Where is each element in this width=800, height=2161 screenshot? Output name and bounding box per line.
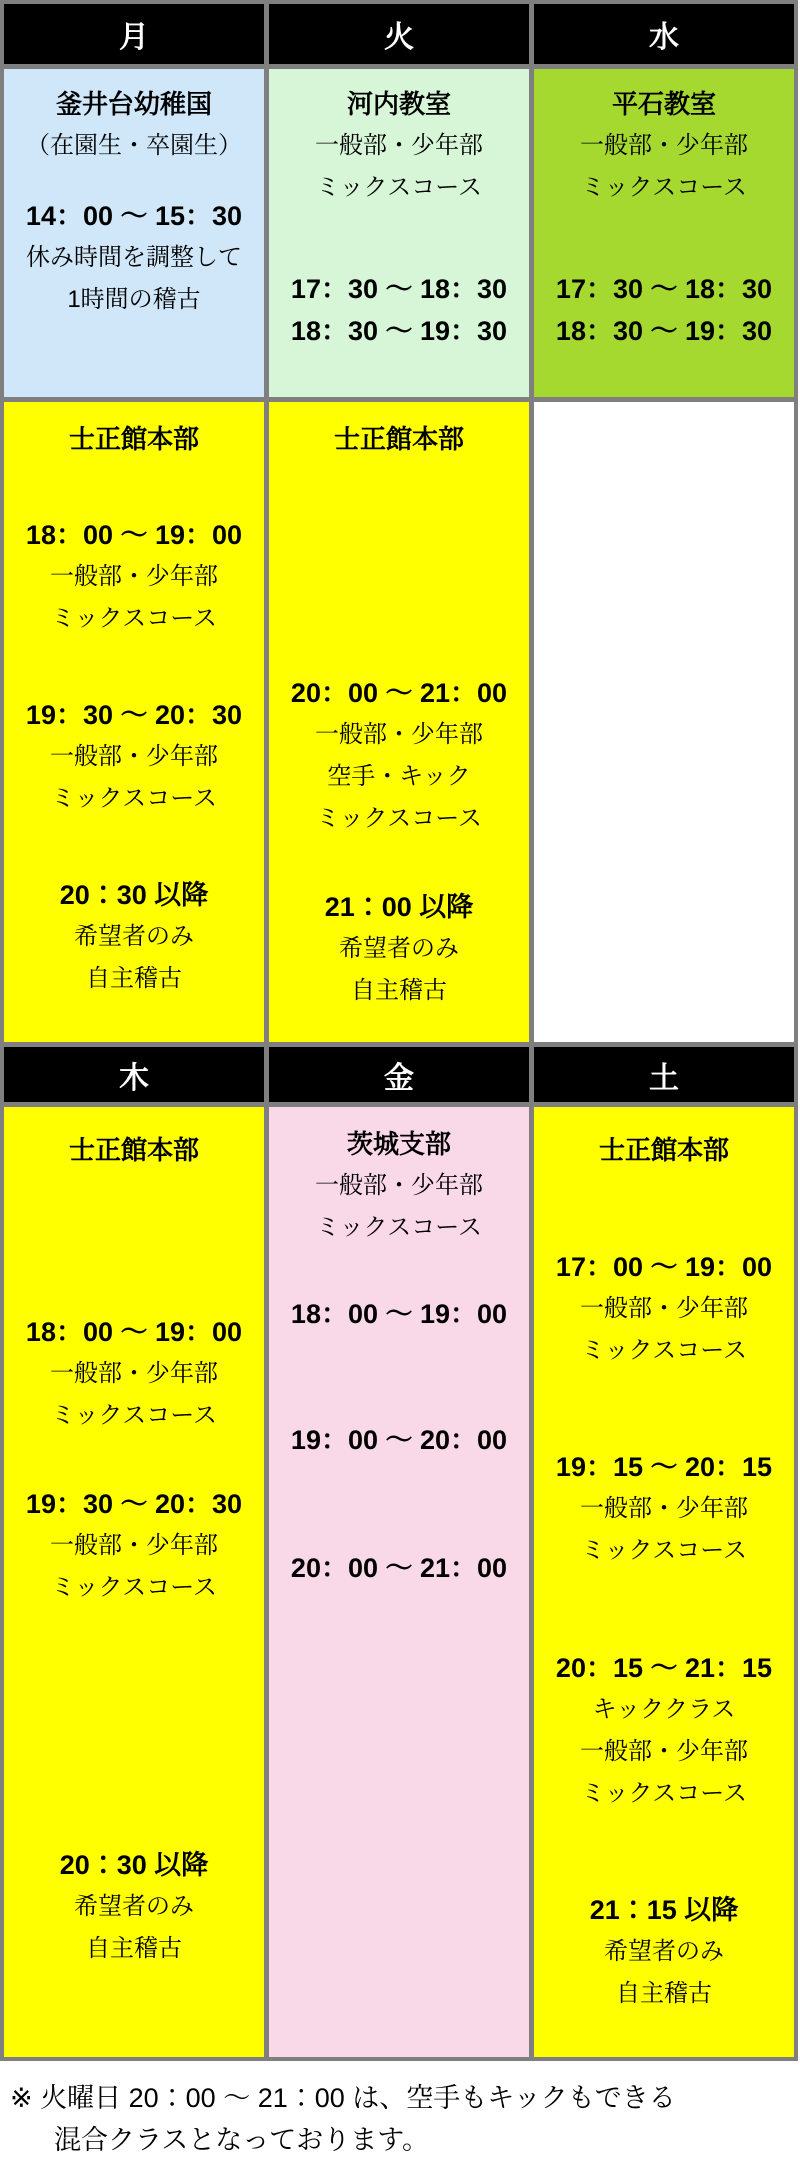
schedule-line-time: 19：15 ～ 20：15 xyxy=(555,1452,773,1482)
schedule-line-title: 士正館本部 xyxy=(68,1135,199,1165)
schedule-block xyxy=(60,1844,209,1970)
schedule-block xyxy=(291,672,507,840)
cell-monday-kindergarten xyxy=(4,69,264,397)
schedule-line-time: 18：00 ～ 19：00 xyxy=(290,1299,508,1329)
schedule-block xyxy=(556,268,772,352)
schedule-line-text: ミックスコース xyxy=(580,174,748,201)
schedule-line-time: 18：30 ～ 19：30 xyxy=(555,316,773,346)
footnote-line-1: ※ 火曜日 20：00 ～ 21：00 は、空手もキックもできる xyxy=(10,2083,676,2113)
day-header-tuesday: 火 xyxy=(269,4,529,64)
cell-monday-honbu-dojo xyxy=(4,402,264,1042)
cell-friday-ibaraki-branch xyxy=(269,1107,529,2057)
schedule-line-text: 一般部・少年部 xyxy=(579,1294,748,1322)
schedule-line-title: 平石教室 xyxy=(611,89,716,119)
footnote xyxy=(0,2061,800,2161)
schedule-line-time: 20：30 以降 xyxy=(59,1850,209,1880)
schedule-line-text: 希望者のみ xyxy=(338,935,459,962)
schedule-line-text: 空手・キック xyxy=(327,763,471,790)
schedule-line-text: 自主稽古 xyxy=(85,965,182,992)
cell-tuesday-kawachi-class xyxy=(269,69,529,397)
schedule-line-text: 1時間の稽古 xyxy=(67,286,201,313)
schedule-line-text: ミックスコース xyxy=(50,605,218,632)
schedule-block xyxy=(291,1547,507,1589)
schedule-line-text: 一般部・少年部 xyxy=(314,721,483,748)
schedule-block xyxy=(291,1419,507,1461)
schedule-block xyxy=(26,694,242,820)
schedule-line-time: 20：00 ～ 21：00 xyxy=(290,678,508,708)
schedule-line-text: 自主稽古 xyxy=(350,977,447,1004)
schedule-line-time: 17：30 ～ 18：30 xyxy=(555,274,773,304)
schedule-line-time: 21：15 以降 xyxy=(589,1895,739,1925)
cell-tuesday-honbu-dojo xyxy=(269,402,529,1042)
schedule-line-text: 一般部・少年部 xyxy=(49,1360,218,1387)
schedule-line-text: ミックスコース xyxy=(580,1336,748,1364)
schedule-block xyxy=(325,886,474,1012)
schedule-block xyxy=(315,1123,483,1249)
footnote-line-2: 混合クラスとなっております。 xyxy=(54,2125,430,2155)
schedule-line-text: （在園生・卒園生） xyxy=(26,132,242,159)
cell-wednesday-empty xyxy=(534,402,794,1042)
schedule-line-text: 希望者のみ xyxy=(603,1938,724,1965)
schedule-line-text: ミックスコース xyxy=(580,1537,748,1564)
schedule-line-text: 一般部・少年部 xyxy=(579,1495,748,1522)
schedule-line-text: ミックスコース xyxy=(50,785,218,812)
schedule-line-text: 一般部・少年部 xyxy=(315,132,483,159)
schedule-line-text: 一般部・少年部 xyxy=(580,132,748,159)
day-header-wednesday: 水 xyxy=(534,4,794,64)
schedule-line-text: ミックスコース xyxy=(315,805,483,832)
schedule-line-text: 一般部・少年部 xyxy=(49,1532,218,1559)
schedule-line-time: 18：00 ～ 19：00 xyxy=(25,1317,243,1347)
schedule-block xyxy=(580,83,748,209)
schedule-block xyxy=(26,514,242,640)
schedule-block xyxy=(26,195,242,321)
schedule-line-title: 士正館本部 xyxy=(333,424,464,454)
schedule-line-time: 20：15 ～ 21：15 xyxy=(555,1652,773,1683)
schedule-line-text: 自主稽古 xyxy=(615,1980,712,2007)
schedule-line-text: 希望者のみ xyxy=(73,923,194,950)
cell-wednesday-hiraishi-class xyxy=(534,69,794,397)
schedule-block xyxy=(26,1483,242,1609)
schedule-line-title: 釜井台幼稚国 xyxy=(55,89,212,119)
day-header-saturday: 土 xyxy=(534,1047,794,1102)
schedule-line-text: 希望者のみ xyxy=(73,1893,194,1920)
schedule-line-text: 一般部・少年部 xyxy=(579,1737,748,1765)
schedule-line-text: 休み時間を調整して xyxy=(25,244,242,271)
schedule-line-time: 19：00 ～ 20：00 xyxy=(290,1425,508,1455)
cell-saturday-honbu-dojo xyxy=(534,1107,794,2057)
schedule-block xyxy=(590,1889,739,2015)
schedule-line-time: 19：30 ～ 20：30 xyxy=(25,700,243,730)
schedule-block xyxy=(556,1647,772,1815)
schedule-line-title: 茨城支部 xyxy=(346,1129,451,1159)
schedule-line-title: 河内教室 xyxy=(346,89,451,119)
schedule-line-text: ミックスコース xyxy=(50,1574,218,1601)
schedule-line-text: 一般部・少年部 xyxy=(49,743,218,770)
schedule-block xyxy=(69,418,199,460)
schedule-line-time: 17：30 ～ 18：30 xyxy=(290,274,508,304)
schedule-block xyxy=(26,83,242,167)
schedule-line-time: 18：30 ～ 19：30 xyxy=(290,316,508,346)
schedule-line-time: 18：00 ～ 19：00 xyxy=(25,520,243,550)
day-header-monday: 月 xyxy=(4,4,264,64)
schedule-line-time: 14：00 ～ 15：30 xyxy=(25,201,243,231)
schedule-line-title: 士正館本部 xyxy=(68,424,199,454)
schedule-block xyxy=(556,1446,772,1572)
schedule-line-text: 一般部・少年部 xyxy=(49,563,218,590)
schedule-line-time: 20：30 以降 xyxy=(59,880,209,910)
schedule-block xyxy=(69,1129,199,1171)
cell-thursday-honbu-dojo xyxy=(4,1107,264,2057)
day-header-thursday: 木 xyxy=(4,1047,264,1102)
schedule-line-time: 17：00 ～ 19：00 xyxy=(555,1251,773,1282)
schedule-line-text: ミックスコース xyxy=(50,1402,218,1429)
schedule-block xyxy=(291,268,507,352)
schedule-block xyxy=(334,418,464,460)
schedule-line-time: 20：00 ～ 21：00 xyxy=(290,1553,508,1583)
schedule-line-title: 士正館本部 xyxy=(598,1135,729,1165)
schedule-block xyxy=(291,1293,507,1335)
schedule-line-text: 自主稽古 xyxy=(85,1935,182,1962)
day-header-friday: 金 xyxy=(269,1047,529,1102)
schedule-line-text: キッククラス xyxy=(592,1695,736,1723)
schedule-line-text: ミックスコース xyxy=(580,1779,748,1807)
schedule-line-time: 21：00 以降 xyxy=(324,892,474,922)
schedule-block xyxy=(599,1129,729,1171)
schedule-line-text: ミックスコース xyxy=(315,174,483,201)
schedule-line-time: 19：30 ～ 20：30 xyxy=(25,1489,243,1519)
schedule-line-text: ミックスコース xyxy=(315,1214,483,1241)
schedule-block xyxy=(60,874,209,1000)
schedule-block xyxy=(556,1246,772,1372)
schedule-line-text: 一般部・少年部 xyxy=(315,1172,483,1199)
schedule-block xyxy=(26,1311,242,1437)
schedule-block xyxy=(315,83,483,209)
